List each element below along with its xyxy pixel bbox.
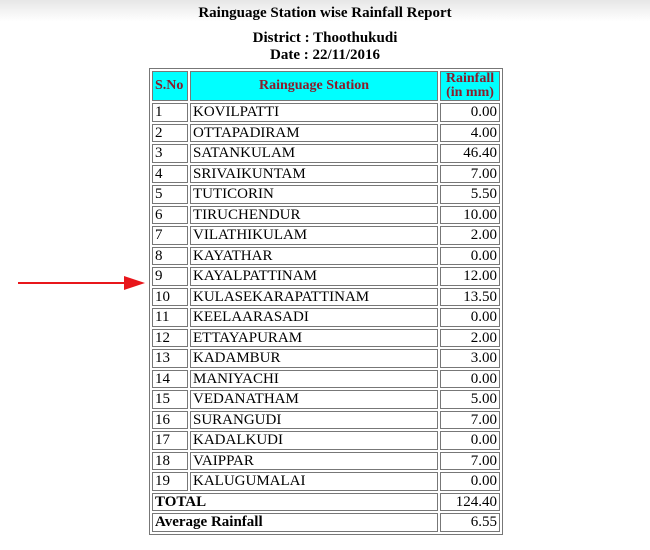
- cell-station: ETTAYAPURAM: [190, 329, 438, 348]
- table-row: [152, 329, 500, 348]
- cell-station: VEDANATHAM: [190, 390, 438, 409]
- cell-sno: 1: [152, 103, 188, 122]
- header-rainfall-line2: (in mm): [446, 85, 494, 100]
- table-row: [152, 267, 500, 286]
- cell-rainfall: 2.00: [440, 329, 500, 348]
- table-row: [152, 165, 500, 184]
- cell-station: SATANKULAM: [190, 144, 438, 163]
- cell-station: KOVILPATTI: [190, 103, 438, 122]
- cell-rainfall: 5.00: [440, 390, 500, 409]
- cell-station: TUTICORIN: [190, 185, 438, 204]
- report-title: Rainguage Station wise Rainfall Report: [198, 5, 452, 21]
- cell-station: VILATHIKULAM: [190, 226, 438, 245]
- cell-sno: 12: [152, 329, 188, 348]
- red-arrow-icon: [18, 274, 146, 292]
- cell-rainfall: 7.00: [440, 411, 500, 430]
- table-row: [152, 206, 500, 225]
- cell-station: KAYATHAR: [190, 247, 438, 266]
- cell-sno: 5: [152, 185, 188, 204]
- date-label: Date : 22/11/2016: [270, 47, 380, 63]
- table-row: [152, 390, 500, 409]
- total-row: [152, 493, 500, 512]
- cell-rainfall: 3.00: [440, 349, 500, 368]
- cell-station: KALUGUMALAI: [190, 472, 438, 491]
- cell-sno: 10: [152, 288, 188, 307]
- cell-rainfall: 0.00: [440, 308, 500, 327]
- cell-rainfall: 7.00: [440, 165, 500, 184]
- table-row: [152, 185, 500, 204]
- average-label: Average Rainfall: [152, 513, 438, 532]
- table-row: [152, 370, 500, 389]
- table-row: [152, 472, 500, 491]
- table-row: [152, 288, 500, 307]
- cell-sno: 9: [152, 267, 188, 286]
- cell-sno: 13: [152, 349, 188, 368]
- cell-station: KEELAARASADI: [190, 308, 438, 327]
- cell-rainfall: 2.00: [440, 226, 500, 245]
- cell-sno: 19: [152, 472, 188, 491]
- table-row: [152, 247, 500, 266]
- table-row: [152, 349, 500, 368]
- cell-station: KAYALPATTINAM: [190, 267, 438, 286]
- cell-rainfall: 0.00: [440, 431, 500, 450]
- cell-station: KULASEKARAPATTINAM: [190, 288, 438, 307]
- table-row: [152, 144, 500, 163]
- header-rainfall-line1: Rainfall: [445, 71, 495, 86]
- cell-sno: 6: [152, 206, 188, 225]
- cell-sno: 15: [152, 390, 188, 409]
- table-row: [152, 124, 500, 143]
- cell-sno: 7: [152, 226, 188, 245]
- cell-sno: 2: [152, 124, 188, 143]
- cell-sno: 8: [152, 247, 188, 266]
- table-row: [152, 103, 500, 122]
- cell-sno: 3: [152, 144, 188, 163]
- cell-sno: 11: [152, 308, 188, 327]
- cell-station: VAIPPAR: [190, 452, 438, 471]
- cell-rainfall: 5.50: [440, 185, 500, 204]
- cell-rainfall: 46.40: [440, 144, 500, 163]
- cell-rainfall: 0.00: [440, 103, 500, 122]
- average-row: [152, 513, 500, 532]
- cell-sno: 4: [152, 165, 188, 184]
- cell-station: SRIVAIKUNTAM: [190, 165, 438, 184]
- cell-station: TIRUCHENDUR: [190, 206, 438, 225]
- rainfall-table: [149, 68, 503, 535]
- table-row: [152, 452, 500, 471]
- cell-rainfall: 0.00: [440, 472, 500, 491]
- table-row: [152, 308, 500, 327]
- table-row: [152, 411, 500, 430]
- cell-rainfall: 0.00: [440, 370, 500, 389]
- cell-sno: 14: [152, 370, 188, 389]
- header-station: Rainguage Station: [190, 71, 438, 101]
- table-row: [152, 226, 500, 245]
- cell-rainfall: 0.00: [440, 247, 500, 266]
- table-body: [152, 103, 500, 491]
- cell-rainfall: 12.00: [440, 267, 500, 286]
- district-label: District : Thoothukudi: [252, 30, 398, 46]
- table-row: [152, 431, 500, 450]
- cell-sno: 18: [152, 452, 188, 471]
- cell-station: KADALKUDI: [190, 431, 438, 450]
- cell-station: SURANGUDI: [190, 411, 438, 430]
- cell-station: KADAMBUR: [190, 349, 438, 368]
- total-value: 124.40: [440, 493, 500, 512]
- header-sno: S.No: [152, 71, 188, 101]
- cell-rainfall: 7.00: [440, 452, 500, 471]
- average-value: 6.55: [440, 513, 500, 532]
- cell-rainfall: 13.50: [440, 288, 500, 307]
- header-rainfall: [440, 71, 500, 101]
- cell-rainfall: 10.00: [440, 206, 500, 225]
- cell-station: MANIYACHI: [190, 370, 438, 389]
- cell-sno: 17: [152, 431, 188, 450]
- cell-rainfall: 4.00: [440, 124, 500, 143]
- cell-sno: 16: [152, 411, 188, 430]
- arrow-head: [124, 276, 145, 290]
- table-header-row: [152, 71, 500, 101]
- cell-station: OTTAPADIRAM: [190, 124, 438, 143]
- total-label: TOTAL: [152, 493, 438, 512]
